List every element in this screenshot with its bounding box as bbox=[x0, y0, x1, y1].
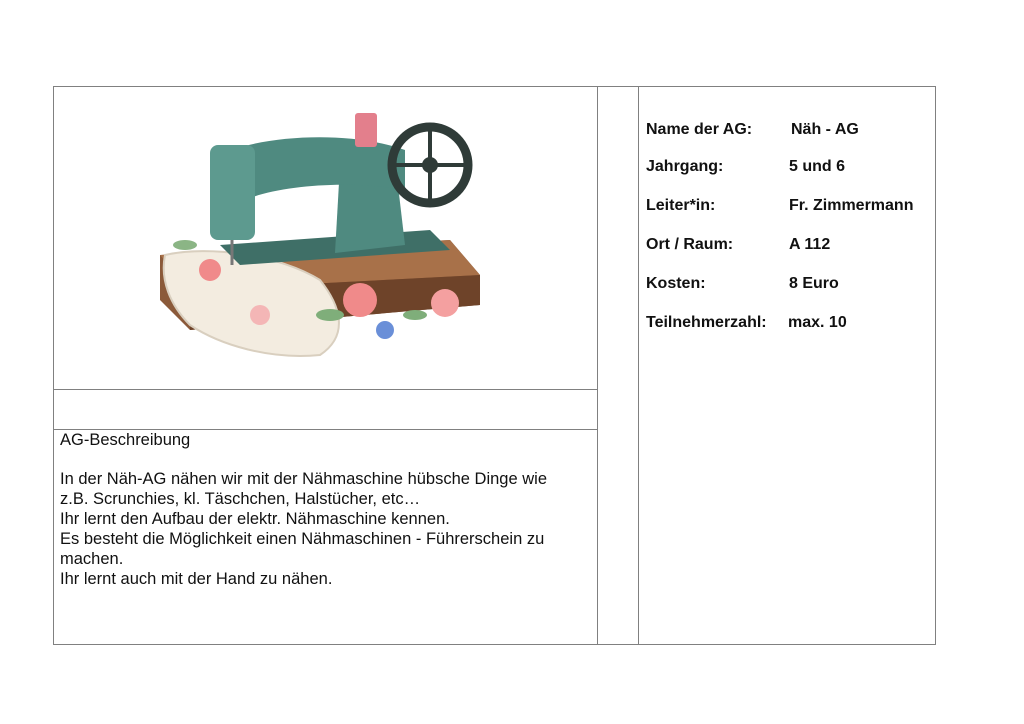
description-line: z.B. Scrunchies, kl. Täschchen, Halstücher, etc… bbox=[60, 490, 421, 508]
spacer-column bbox=[597, 86, 639, 645]
info-label: Kosten: bbox=[646, 275, 706, 292]
description-line: machen. bbox=[60, 550, 124, 568]
machine-head bbox=[210, 145, 255, 240]
description-line: In der Näh-AG nähen wir mit der Nähmaschine hübsche Dinge wie bbox=[60, 470, 547, 488]
info-label: Leiter*in: bbox=[646, 197, 716, 214]
description-line: Ihr lernt den Aufbau der elektr. Nähmaschine kennen. bbox=[60, 510, 450, 528]
info-label: Jahrgang: bbox=[646, 158, 724, 175]
sewing-machine-illustration bbox=[150, 105, 490, 370]
description-text bbox=[60, 430, 580, 589]
info-value: Fr. Zimmermann bbox=[789, 197, 914, 214]
info-label: Name der AG: bbox=[646, 121, 753, 138]
thread-spool bbox=[355, 113, 377, 147]
empty-cell bbox=[53, 389, 598, 430]
rose bbox=[343, 283, 377, 317]
description-line: Es besteht die Möglichkeit einen Nähmaschinen - Führerschein zu bbox=[60, 530, 545, 548]
info-value: max. 10 bbox=[788, 314, 847, 331]
description-heading: AG-Beschreibung bbox=[60, 431, 191, 449]
info-label: Ort / Raum: bbox=[646, 236, 734, 253]
description-line: Ihr lernt auch mit der Hand zu nähen. bbox=[60, 570, 333, 588]
info-value: 8 Euro bbox=[789, 275, 839, 292]
info-label: Teilnehmerzahl: bbox=[646, 314, 767, 331]
info-value: A 112 bbox=[789, 236, 831, 253]
info-value: 5 und 6 bbox=[789, 158, 846, 175]
info-value: Näh - AG bbox=[791, 121, 859, 138]
